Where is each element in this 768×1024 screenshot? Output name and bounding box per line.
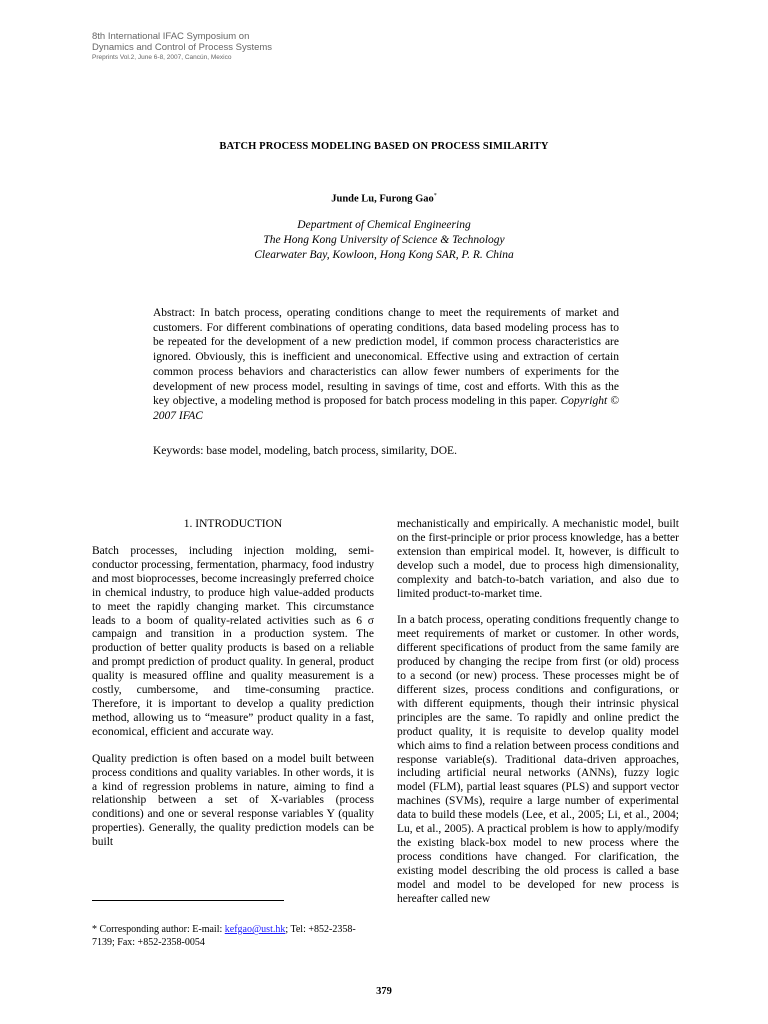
affiliation: [0, 218, 768, 262]
author-names: Junde Lu, Furong Gao: [331, 193, 434, 205]
footnote-divider: [92, 900, 284, 901]
left-column: [92, 545, 374, 863]
right-column: [397, 518, 679, 919]
paper-authors: [0, 193, 768, 205]
keywords: Keywords: base model, modeling, batch process, similarity, DOE.: [153, 445, 457, 457]
affiliation-address: Clearwater Bay, Kowloon, Hong Kong SAR, P. R. China: [254, 248, 514, 261]
conference-preprints: Preprints Vol.2, June 6-8, 2007, Cancún, Mexico: [92, 54, 232, 61]
footnote: [92, 923, 374, 950]
corresponding-author-mark: *: [433, 193, 437, 199]
paragraph: In a batch process, operating conditions frequently change to meet requirements of market or customer. In other words, different specifications of product from the same family are produced by changing the recipe from first (or old) process to a second (or new) process. These processes might be of different sizes, process conditions and configurations, or with different equipments, though their intrinsic physical principles are the same. To rapidly and online predict the product quality, it is requisite to develop quality model which aims to find a relation between process conditions and response variable(s). Traditional data-driven approaches, including artificial neural networks (ANNs), fuzzy logic model (FLM), partial least squares (PLS) and support vector machines (SVMs), require a large number of experimental data to build these models (Lee, et al., 2005; Li, et al., 2004; Lu, et al., 2005). A practical problem is how to apply/modify the existing black-box model to new process where the process conditions have changed. For clarification, the existing model describing the old process is called a base model and model to be developed for new process is hereafter called new: [397, 614, 679, 905]
section-heading-introduction: 1. INTRODUCTION: [183, 518, 283, 530]
conference-name-line2: Dynamics and Control of Process Systems: [92, 41, 273, 53]
abstract-text: Abstract: In batch process, operating conditions change to meet the requirements of market and customers. For different combinations of operating conditions, data based modeling process has to be repeated for the development of a new prediction model, if common process characteristics are ignored. Obviously, this is inefficient and uneconomical. Effective using and extraction of certain common process behaviors and characteristics can allow fewer numbers of experiments for the development of new process model, resulting in savings of time, cost and efforts. With this as the key objective, a modeling method is proposed for batch process modeling in this paper.: [153, 307, 619, 408]
affiliation-university: The Hong Kong University of Science & Technology: [263, 233, 505, 246]
footnote-prefix: * Corresponding author: E-mail:: [92, 924, 225, 935]
paragraph: mechanistically and empirically. A mechanistic model, built on the first-principle or prior process knowledge, has a better extension than empirical model. It, however, is difficult to develop such a model, due to process high dimensionality, complexity and batch-to-batch variation, and also due to limited product-to-market time.: [397, 518, 679, 600]
copyright: Copyright © 2007 IFAC: [153, 395, 619, 422]
page-number: 379: [376, 986, 392, 997]
paragraph: Quality prediction is often based on a model built between process conditions and quality variables. In other words, it is a kind of regression problems in nature, aiming to find a relationship between a set of X-variables (process conditions) and one or several response variables Y (quality properties). Generally, the quality prediction models can be built: [92, 752, 374, 849]
conference-name-line1: 8th International IFAC Symposium on: [92, 31, 250, 42]
affiliation-department: Department of Chemical Engineering: [297, 219, 471, 231]
paper-title: BATCH PROCESS MODELING BASED ON PROCESS SIMILARITY: [219, 141, 549, 152]
abstract: [153, 306, 619, 424]
paragraph: Batch processes, including injection molding, semi-conductor processing, fermentation, pharmacy, food industry and most bioprocesses, become increasingly preferred choice in chemical industry, to produce high value-added products to meet the rapidly changing market. This circumstance leads to a boom of quality-related activities such as 6 σ campaign and transition in a production system. The production of better quality products is based on a reliable and prompt prediction of product quality. In general, product quality is measured offline and quality measurement is a costly, cumbersome, and time-consuming practice. Therefore, it is important to develop a quality prediction method, allowing us to “measure” product quality in a fast, economical, efficient and accurate way.: [92, 545, 374, 738]
email-link[interactable]: kefgao@ust.hk: [224, 924, 286, 935]
conference-header: [92, 32, 272, 62]
footnote-suffix: ; Tel: +852-2358-7139; Fax: +852-2358-0054: [92, 924, 356, 949]
